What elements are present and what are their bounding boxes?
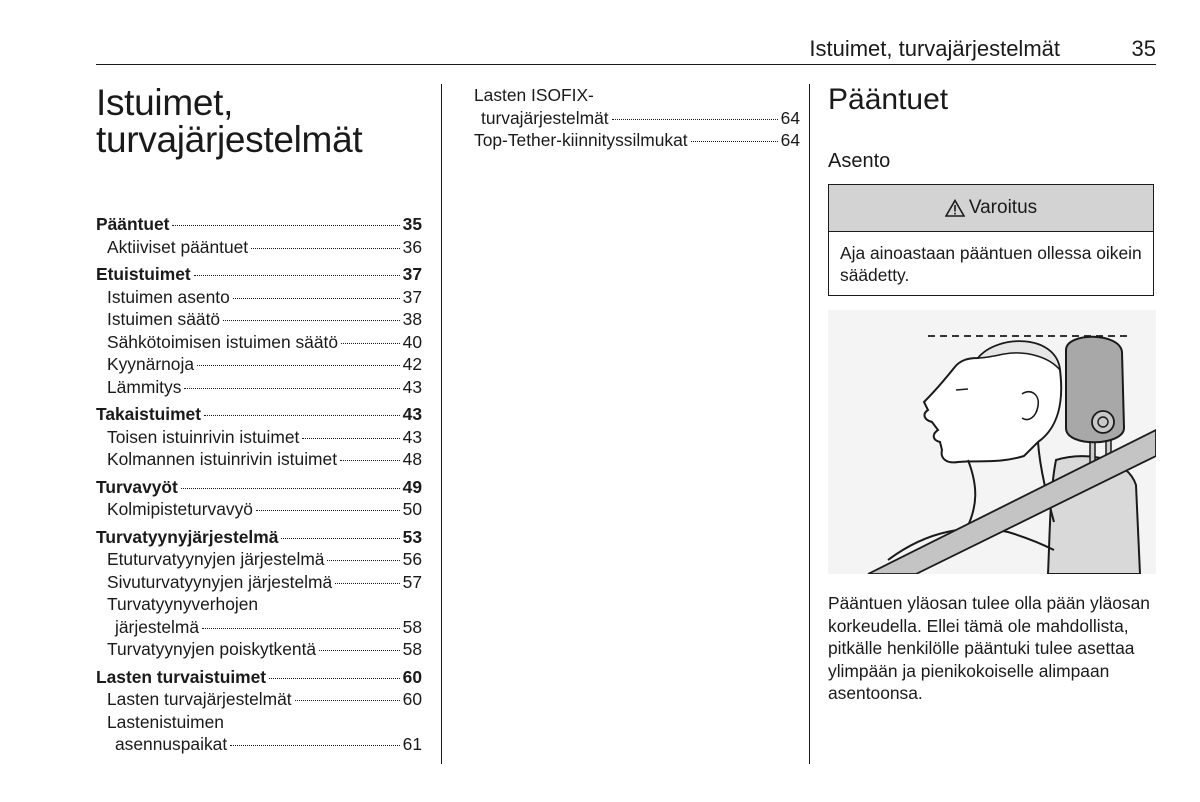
toc-leader-dots — [295, 700, 400, 701]
toc-entry-label: Kolmannen istuinrivin istuimet — [107, 449, 338, 469]
toc-entry-label: Istuimen asento — [107, 286, 230, 307]
column-divider — [441, 84, 442, 764]
toc-leader-dots — [269, 678, 400, 679]
toc-entry-label: Etuistuimet — [96, 264, 191, 284]
toc-leader-dots — [340, 460, 400, 461]
toc-leader-dots — [233, 298, 400, 299]
toc-entry-page: 56 — [402, 549, 422, 569]
column-divider — [809, 84, 810, 764]
toc-entry-main[interactable] — [96, 213, 422, 236]
toc-leader-dots — [204, 415, 400, 416]
table-of-contents-continued — [474, 84, 800, 152]
toc-entry-label: Turvatyynyverhojen — [107, 594, 259, 614]
toc-entry[interactable] — [96, 593, 422, 616]
toc-entry[interactable] — [96, 426, 422, 449]
toc-leader-dots — [335, 583, 399, 584]
toc-entry[interactable] — [96, 616, 422, 639]
toc-leader-dots — [194, 275, 400, 276]
toc-entry-page: 37 — [402, 264, 422, 284]
toc-entry-main[interactable] — [96, 403, 422, 426]
toc-entry-page: 50 — [402, 499, 422, 519]
subsection-title: Asento — [828, 150, 891, 172]
toc-entry-page: 58 — [402, 616, 422, 637]
toc-entry-label: Istuimen säätö — [107, 309, 221, 329]
toc-entry-page: 53 — [402, 526, 422, 547]
toc-leader-dots — [251, 248, 400, 249]
toc-entry-page: 57 — [402, 571, 422, 592]
toc-entry-label: Kolmipisteturvavyö — [107, 499, 253, 519]
toc-entry-label: Aktiiviset pääntuet — [107, 236, 249, 257]
toc-entry-label: Top-Tether-kiinnityssilmukat — [474, 130, 688, 150]
toc-entry-label: Turvatyynyjärjestelmä — [96, 526, 279, 547]
toc-entry-main[interactable] — [96, 263, 422, 286]
toc-entry-label: asennuspaikat — [115, 734, 228, 754]
toc-entry-page: 38 — [402, 309, 422, 329]
toc-entry-page: 58 — [402, 639, 422, 659]
toc-entry[interactable] — [474, 107, 800, 130]
toc-entry-page: 64 — [780, 130, 800, 150]
toc-entry-page: 60 — [402, 666, 422, 687]
toc-entry-page: 49 — [402, 476, 422, 497]
toc-entry-label: Takaistuimet — [96, 404, 202, 424]
running-header-title: Istuimet, turvajärjestelmät — [809, 36, 1060, 61]
toc-leader-dots — [256, 510, 400, 511]
toc-entry-label: Lasten ISOFIX- — [474, 85, 594, 105]
toc-entry-page: 37 — [402, 286, 422, 307]
toc-entry[interactable] — [96, 353, 422, 376]
toc-leader-dots — [327, 560, 399, 561]
toc-entry-page: 35 — [402, 214, 422, 234]
toc-entry-label: Lasten turvaistuimet — [96, 666, 267, 687]
toc-entry-label: Pääntuet — [96, 214, 170, 234]
toc-leader-dots — [230, 745, 400, 746]
toc-entry-label: järjestelmä — [115, 616, 200, 637]
toc-entry-label: Etuturvatyynyjen järjestelmä — [107, 549, 325, 569]
toc-entry-page: 36 — [402, 236, 422, 257]
toc-entry-label: turvajärjestelmät — [481, 107, 609, 128]
toc-entry-label: Lasten turvajärjestelmät — [107, 689, 292, 709]
toc-entry[interactable] — [96, 711, 422, 734]
toc-leader-dots — [202, 628, 400, 629]
running-header — [96, 34, 1156, 65]
chapter-title — [96, 84, 422, 158]
toc-leader-dots — [281, 538, 399, 539]
toc-entry[interactable] — [96, 308, 422, 331]
toc-entry-page: 43 — [402, 376, 422, 397]
chapter-title-line: Istuimet, — [96, 82, 234, 123]
warning-box — [828, 184, 1154, 296]
section-title: Pääntuet — [828, 83, 949, 116]
toc-entry-page: 64 — [780, 107, 800, 128]
toc-entry-page: 40 — [402, 331, 422, 352]
warning-triangle-icon — [945, 199, 965, 217]
toc-leader-dots — [302, 438, 399, 439]
toc-entry-main[interactable] — [96, 666, 422, 689]
toc-leader-dots — [184, 388, 399, 389]
toc-leader-dots — [691, 141, 778, 142]
toc-entry-main[interactable] — [96, 476, 422, 499]
toc-leader-dots — [181, 488, 400, 489]
chapter-title-line: turvajärjestelmät — [96, 119, 363, 160]
toc-entry-label: Turvavyöt — [96, 476, 178, 497]
toc-entry-page: 43 — [402, 426, 422, 447]
toc-entry-main[interactable] — [96, 526, 422, 549]
warning-title: Varoitus — [968, 197, 1038, 218]
toc-leader-dots — [319, 650, 400, 651]
toc-entry[interactable] — [96, 236, 422, 259]
section-column — [828, 83, 1156, 703]
toc-entry-page: 43 — [402, 404, 422, 424]
body-paragraph: Pääntuen yläosan tulee olla pään yläosan korkeudella. Ellei tämä ole mahdollista, pitkälle henkilölle pääntuki tulee asettaa ylimpään ja pienikokoiselle alimpaan asentoonsa. — [828, 593, 1150, 703]
toc-entry-label: Sivuturvatyynyjen järjestelmä — [107, 571, 333, 592]
toc-entry-page: 48 — [402, 449, 422, 469]
toc-leader-dots — [197, 365, 400, 366]
toc-entry[interactable] — [474, 129, 800, 152]
toc-leader-dots — [172, 225, 399, 226]
toc-entry-label: Sähkötoimisen istuimen säätö — [107, 331, 339, 352]
toc-entry[interactable] — [96, 548, 422, 571]
toc-entry-page: 60 — [402, 689, 422, 709]
toc-entry[interactable] — [96, 331, 422, 354]
toc-leader-dots — [612, 119, 778, 120]
toc-entry-page: 61 — [402, 734, 422, 754]
toc-entry[interactable] — [96, 498, 422, 521]
toc-leader-dots — [223, 320, 400, 321]
toc-entry-page: 42 — [402, 354, 422, 374]
toc-entry-label: Turvatyynyjen poiskytkentä — [107, 639, 317, 659]
toc-entry-label: Toisen istuinrivin istuimet — [107, 426, 300, 447]
toc-entry[interactable] — [96, 376, 422, 399]
toc-leader-dots — [341, 343, 400, 344]
toc-entry[interactable] — [96, 688, 422, 711]
chapter-column — [96, 82, 422, 754]
toc-entry-label: Kyynärnoja — [107, 354, 195, 374]
toc-entry[interactable] — [96, 733, 422, 756]
headrest-illustration — [828, 310, 1156, 574]
toc-entry[interactable] — [474, 84, 800, 107]
toc-entry[interactable] — [96, 638, 422, 661]
page-number: 35 — [1131, 36, 1156, 61]
warning-text: Aja ainoastaan pääntuen ollessa oikein säädetty. — [840, 243, 1142, 285]
toc-entry[interactable] — [96, 286, 422, 309]
table-of-contents — [96, 213, 422, 756]
toc-entry[interactable] — [96, 571, 422, 594]
warning-header — [829, 185, 1153, 232]
toc-entry[interactable] — [96, 448, 422, 471]
toc-entry-label: Lastenistuimen — [107, 711, 224, 732]
toc-entry-label: Lämmitys — [107, 376, 182, 397]
